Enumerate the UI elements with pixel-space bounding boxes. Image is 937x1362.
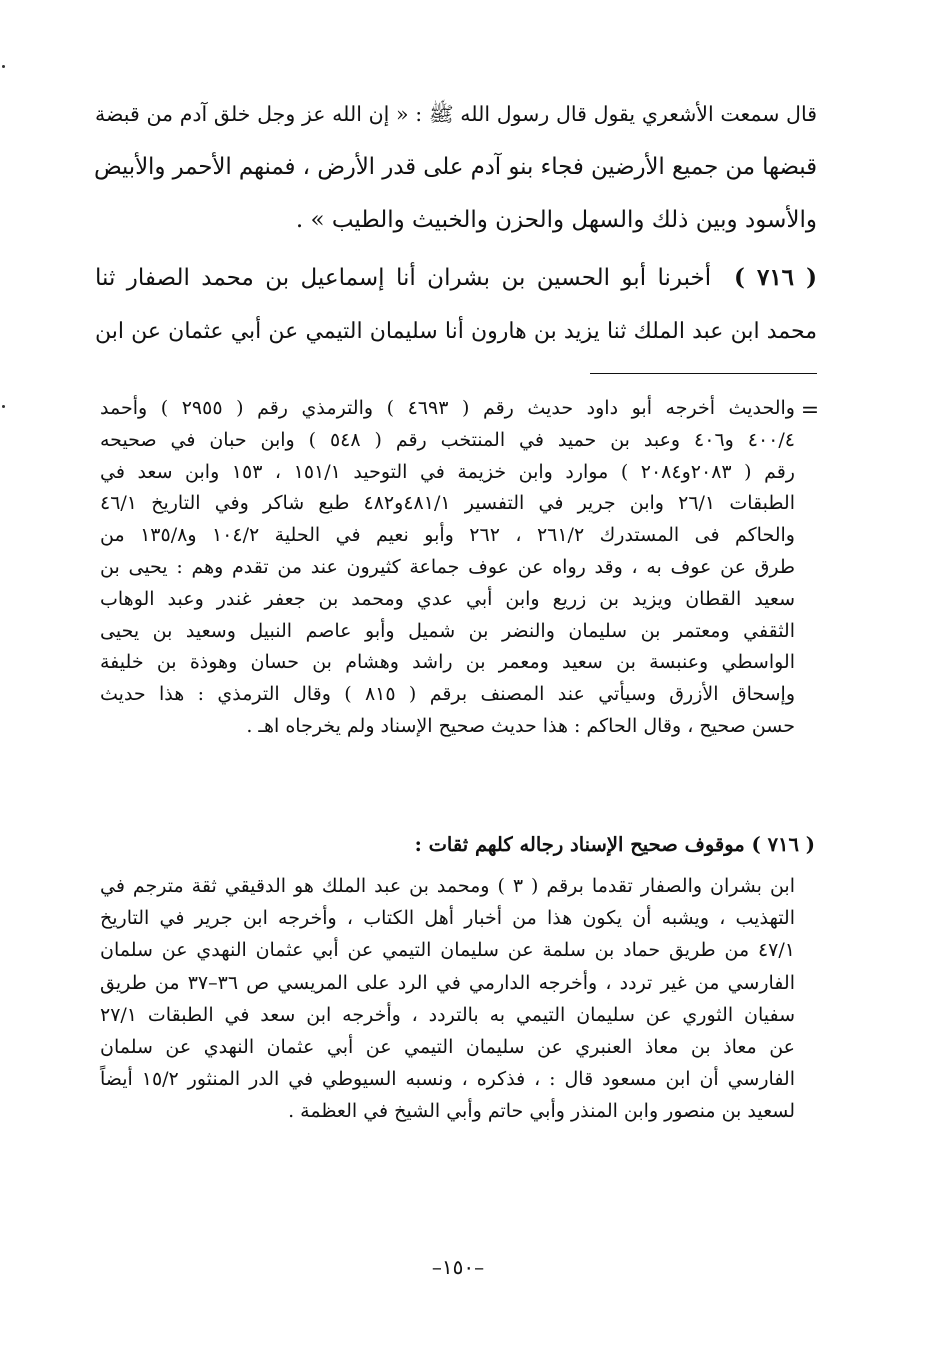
footnote-line: سعيد القطان ويزيد بن زريع وابن أبي عدي ومحمد بن جعفر غندر وعبد الوهاب [100, 587, 795, 610]
scan-speck [2, 65, 5, 68]
note-716-body [100, 870, 795, 1128]
footnote-line: والحديث أخرجه أبو داود حديث رقم ( ٤٦٩٣ ) والترمذي رقم ( ٢٩٥٥ ) وأحمد [100, 397, 795, 419]
note-line: ٤٧/١ من طريق حماد بن سلمة عن سليمان التيمي عن أبي عثمان النهدي عن سلمان [100, 939, 795, 962]
footnote-line: الثقفي ومعتمر بن سليمان والنضر بن شميل وأبو عاصم النبيل وسعيد بن يحيى [100, 619, 795, 642]
main-line: قبضها من جميع الأرضين فجاء بنو آدم على قدر الأرض ، فمنهم الأحمر والأبيض [94, 154, 817, 180]
footnote-line: طرق عن عوف به ، وقد رواه عن عوف جماعة كثيرون عند من تقدم وهم : يحيى بن [100, 555, 795, 578]
footnote-line: وإسحاق الأزرق وسيأتي عند المصنف برقم ( ٨١٥ ) وقال الترمذي : هذا حديث [100, 683, 795, 706]
main-line-text: أخبرنا أبو الحسين بن بشران أنا إسماعيل بن محمد الصفار ثنا [95, 265, 712, 291]
note-line: الفارسي من غير تردد ، وأخرجه الدارمي في الرد على المريسي ص ٣٦–٣٧ من طريق [100, 971, 795, 994]
footnote-line: والحاكم فى المستدرك ٢٦١/٢ ، ٢٦٢ وأبو نعيم في الحلية ١٠٤/٢ و١٣٥/٨ من [100, 524, 795, 547]
note-line: ابن بشران والصفار تقدما برقم ( ٣ ) ومحمد بن عبد الملك هو الدقيقي ثقة مترجم في [100, 875, 795, 897]
note-line: التهذيب ، ويشبه أن يكون هذا من أخبار أهل الكتاب ، وأخرجه ابن جرير في التاريخ [100, 907, 795, 930]
footnote-line: الواسطي وعنبسة بن سعيد ومعمر بن راشد وهشام بن حسان وهوذة بن خليفة [100, 651, 795, 674]
footnote-line: رقم ( ٢٠٨٣و٢٠٨٤ ) موارد وابن خزيمة في التوحيد ١٥١/١ ، ١٥٣ وابن سعد في [100, 460, 795, 483]
note-line: سفيان الثوري عن سليمان التيمي به بالتردد ، وأخرجه ابن سعد في الطبقات ٢٧/١ [100, 1003, 795, 1026]
main-line: محمد ابن عبد الملك ثنا يزيد بن هارون أنا سليمان التيمي عن أبي عثمان عن ابن [95, 319, 817, 344]
note-716-heading: ( ٧١٦ ) موقوف صحيح الإسناد رجاله كلهم ثقات : [414, 833, 815, 856]
footnote-separator [590, 373, 817, 374]
main-paragraph-2 [95, 251, 817, 358]
hadith-number: ( ٧١٦ ) [733, 264, 818, 291]
note-line: عن معاذ بن معاذ العنبري عن سليمان التيمي عن أبي عثمان النهدي عن سلمان [100, 1036, 795, 1059]
note-line: الفارسي أن ابن مسعود قال : ، فذكره ، ونسبه السيوطي في الدر المنثور ١٥/٢ أيضاً [100, 1068, 795, 1091]
main-text [95, 88, 817, 358]
note-line: لسعيد بن منصور وابن المنذر وأبي حاتم وأبي الشيخ في العظمة . [288, 1100, 795, 1123]
footnotes-previous [100, 393, 795, 743]
footnote-line: ٤٠٠/٤ و٤٠٦ وعبد بن حميد في المنتخب رقم ( ٥٤٨ ) وابن حبان في صحيحه [100, 428, 795, 451]
main-paragraph-1 [95, 88, 817, 247]
main-line: قال سمعت الأشعري يقول قال رسول الله ﷺ : « إن الله عز وجل خلق آدم من قبضة [95, 102, 817, 126]
scan-speck [2, 405, 5, 408]
main-line [95, 251, 817, 305]
main-line: والأسود وبين ذلك والسهل والحزن والخبيث والطيب » . [295, 207, 817, 233]
footnote-line: الطبقات ٢٦/١ وابن جرير في التفسير ٤٨١/١و٤٨٢ طبع شاكر وفي التاريخ ٤٦/١ [100, 492, 796, 515]
footnote-line: حسن صحيح ، وقال الحاكم : هذا حديث صحيح الإسناد ولم يخرجاه اهـ . [246, 714, 795, 737]
footnote-continuation-marker: = [800, 398, 820, 423]
page-number: –١٥٠– [431, 1255, 485, 1279]
